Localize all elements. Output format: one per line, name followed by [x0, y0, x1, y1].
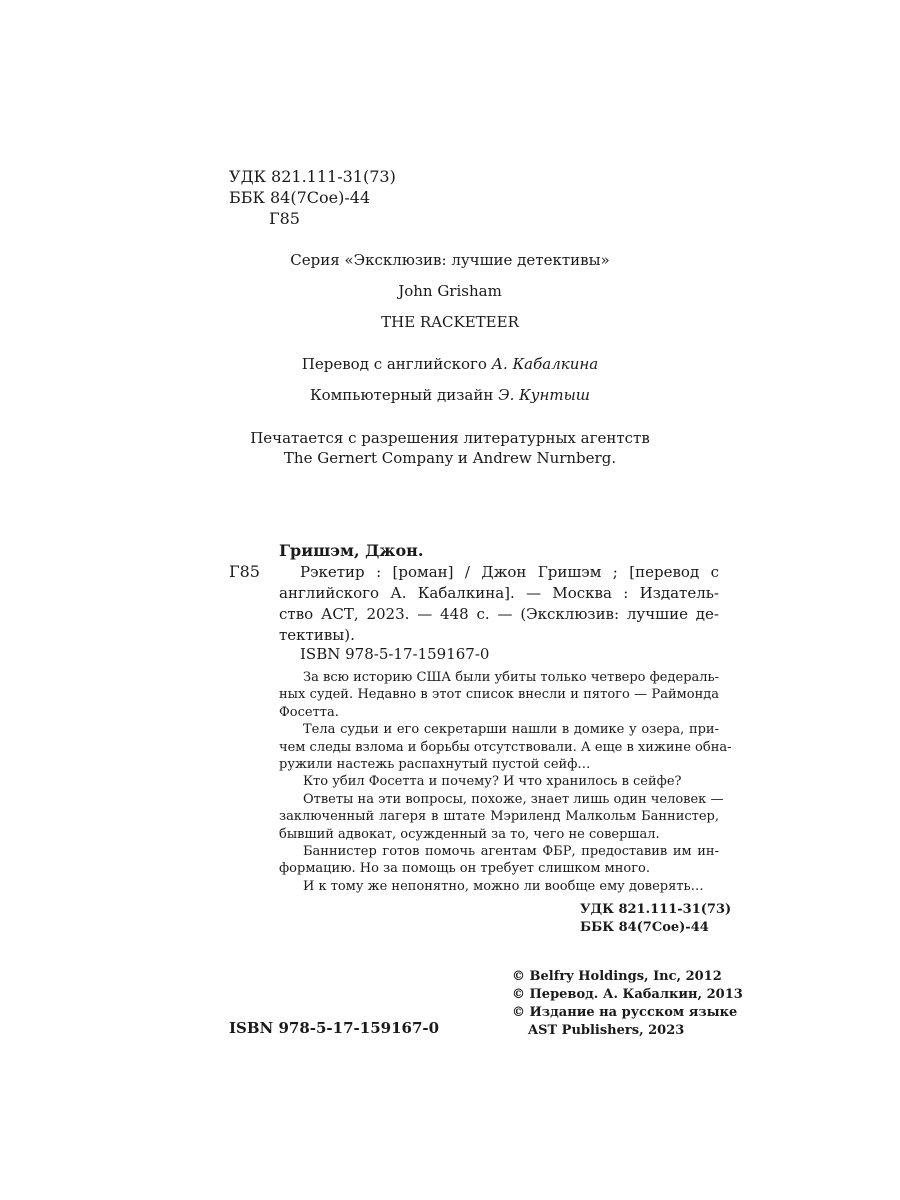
biblio-line: английского А. Кабалкина]. — Москва : Издатель-: [279, 584, 719, 602]
biblio-line: Рэкетир : [роман] / Джон Гришэм ; [перевод с: [300, 563, 719, 581]
entry-heading: Гришэм, Джон.: [279, 541, 424, 560]
annotation-line: ных судей. Недавно в этот список внесли и пятого — Раймонда: [279, 687, 719, 703]
biblio-line: ство АСТ, 2023. — 448 с. — (Эксклюзив: лучшие де-: [279, 605, 719, 623]
annotation-line: бывший адвокат, осужденный за то, чего не совершал.: [279, 826, 660, 842]
catalog-codes: [229, 166, 396, 229]
translation-label: Перевод с английского: [301, 355, 487, 373]
copyright-line: © Перевод. А. Кабалкин, 2013: [512, 987, 743, 1002]
entry-isbn: ISBN 978-5-17-159167-0: [300, 645, 490, 663]
translation-credit: [0, 355, 900, 373]
annotation-line: Кто убил Фосетта и почему? И что хранилось в сейфе?: [303, 774, 682, 790]
annotation: [279, 669, 732, 895]
copyright-block: [512, 968, 743, 1040]
series-line: Серия «Эксклюзив: лучшие детективы»: [290, 251, 610, 269]
design-credit: [0, 386, 900, 404]
license-line-1: Печатается с разрешения литературных агентств: [250, 429, 650, 447]
author-code: Г85: [269, 209, 300, 228]
original-title: THE RACKETEER: [381, 313, 519, 331]
annotation-line: формацию. Но за помощь он требует слишком много.: [279, 861, 650, 877]
catalog-codes-repeat: [580, 901, 731, 937]
bibliographic-description: [279, 562, 719, 646]
copyright-line: © Издание на русском языке: [512, 1005, 738, 1020]
original-author: John Grisham: [398, 282, 502, 300]
annotation-line: Ответы на эти вопросы, похоже, знает лишь один человек —: [303, 791, 724, 807]
bbk-code: ББК 84(7Сое)-44: [229, 188, 371, 207]
udk-code-repeat: УДК 821.111-31(73): [580, 902, 732, 917]
annotation-line: За всю историю США были убиты только четверо федераль-: [303, 670, 719, 685]
license-line-2: The Gernert Company и Andrew Nurnberg.: [283, 449, 617, 467]
translator-name: А. Кабалкина: [491, 355, 599, 373]
biblio-line: тективы).: [279, 626, 355, 644]
annotation-line: ружили настежь распахнутый пустой сейф…: [279, 757, 591, 773]
copyright-line: AST Publishers, 2023: [528, 1023, 685, 1038]
annotation-line: Фосетта.: [279, 704, 339, 720]
annotation-line: Баннистер готов помочь агентам ФБР, предоставив им ин-: [303, 844, 719, 860]
udk-code: УДК 821.111-31(73): [229, 167, 396, 186]
annotation-line: И к тому же непонятно, можно ли вообще ему доверять…: [303, 878, 704, 894]
designer-name: Э. Кунтыш: [498, 386, 590, 404]
annotation-line: чем следы взлома и борьбы отсутствовали. А еще в хижине обна-: [279, 739, 732, 755]
isbn-bottom: ISBN 978-5-17-159167-0: [229, 1019, 440, 1037]
copyright-line: © Belfry Holdings, Inc, 2012: [512, 969, 722, 984]
entry-author-code: Г85: [229, 562, 260, 581]
annotation-line: заключенный лагеря в штате Мэриленд Малкольм Баннистер,: [279, 809, 719, 825]
design-label: Компьютерный дизайн: [309, 386, 494, 404]
annotation-line: Тела судьи и его секретарши нашли в домике у озера, при-: [303, 722, 719, 738]
bbk-code-repeat: ББК 84(7Сое)-44: [580, 920, 709, 935]
license-notice: [0, 428, 900, 468]
